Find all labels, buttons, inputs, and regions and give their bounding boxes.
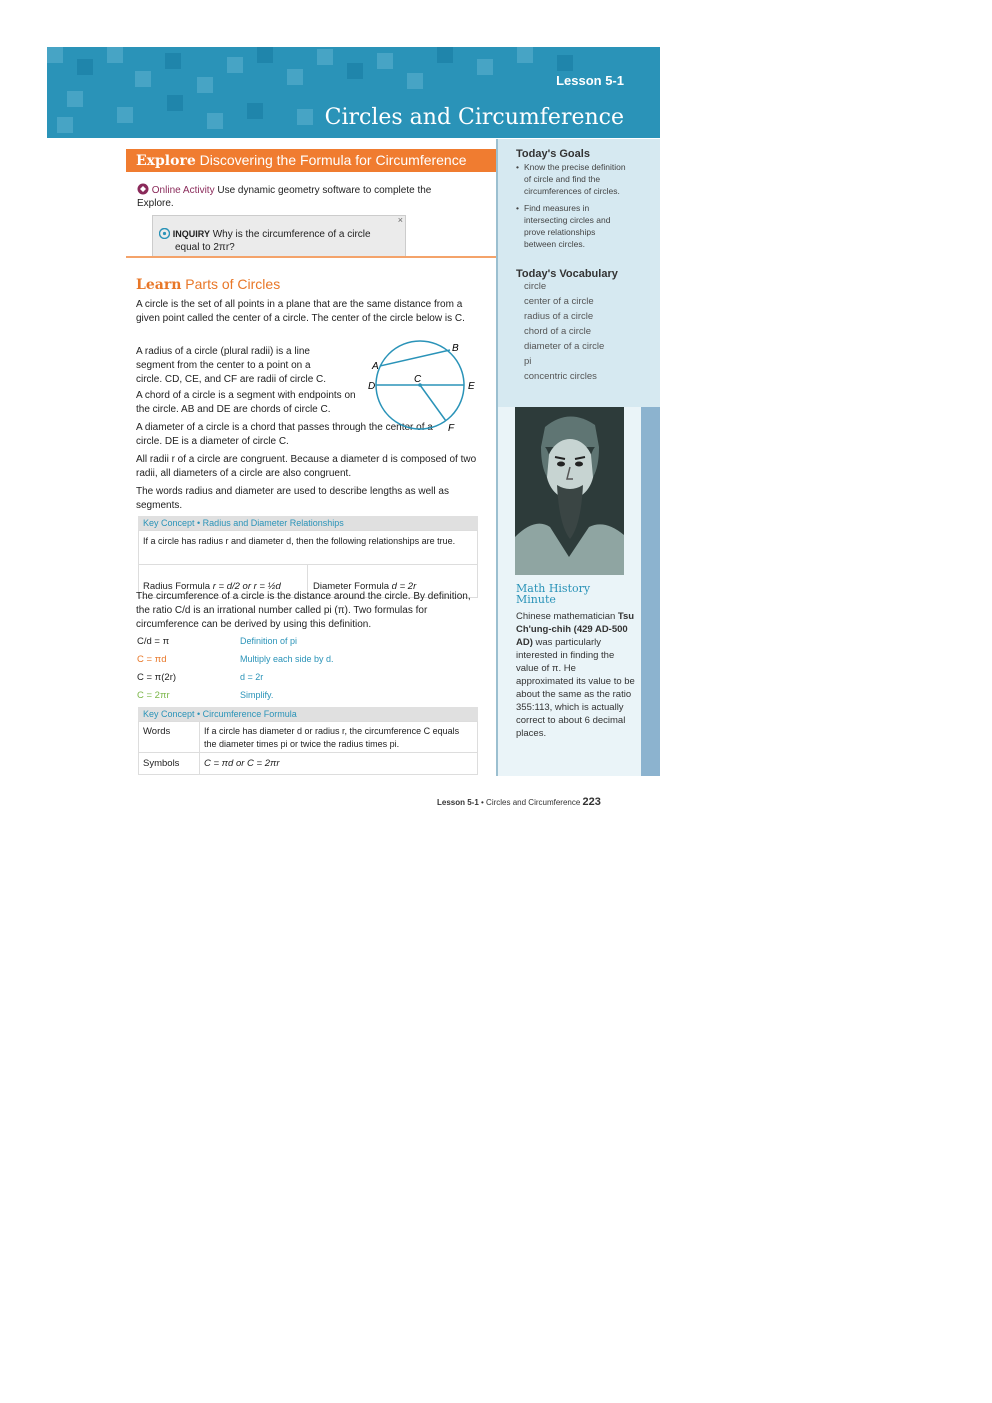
derivation-step [137, 672, 467, 690]
radius-formula-label: Radius Formula [143, 581, 211, 592]
diameter-definition: A diameter of a circle is a chord that passes through the center of a circle. DE is a diameter of circle C. [136, 422, 433, 447]
explore-title: Discovering the Formula for Circumference [199, 152, 467, 168]
circumference-definition: The circumference of a circle is the distance around the circle. By definition, the ratio C/d is an irrational number called pi (π). Two formulas for circumference can be derived by using this definition. [136, 591, 471, 630]
vocab-item[interactable]: concentric circles [524, 371, 597, 382]
radius-cf [420, 385, 446, 421]
portrait-image [515, 407, 624, 575]
vocab-item[interactable]: center of a circle [524, 296, 594, 307]
close-icon[interactable]: × [397, 215, 403, 225]
key-concept-heading: Key Concept • Circumference Formula [138, 707, 478, 721]
vocab-item[interactable]: radius of a circle [524, 311, 594, 322]
online-activity-icon [137, 183, 149, 195]
radius-formula-expression: r = d/2 or r = ½d [212, 581, 281, 592]
vocab-title: Today's Vocabulary [516, 268, 618, 280]
key-concept-heading: Key Concept • Radius and Diameter Relationships [138, 516, 478, 530]
label-f: F [448, 423, 455, 434]
radius-definition: A radius of a circle (plural radii) is a line segment from the center to a point on a circle. CD, CE, and CF are radii of circle C. [136, 346, 327, 385]
symbols-label: Symbols [143, 758, 180, 769]
online-activity-label[interactable]: Online Activity [151, 185, 215, 196]
lesson-header-banner [47, 47, 660, 138]
vocab-list [524, 281, 604, 386]
footer-lesson: Lesson 5-1 [437, 798, 479, 807]
page-footer: Lesson 5-1 • Circles and Circumference 223 [437, 796, 601, 808]
vocab-item[interactable]: chord of a circle [524, 326, 592, 337]
goals-title: Today's Goals [516, 148, 590, 160]
step-equation: C = πd [137, 654, 167, 665]
inquiry-icon [159, 228, 170, 239]
diameter-formula-label: Diameter Formula [313, 581, 390, 592]
words-label: Words [143, 726, 171, 737]
step-equation: C = 2πr [137, 690, 170, 701]
lesson-number: Lesson 5-1 [556, 73, 624, 88]
label-c: C [414, 374, 422, 385]
sidebar-goals-vocab [498, 139, 660, 407]
step-reason: Definition of pi [240, 636, 298, 646]
key-concept-circumference [138, 707, 478, 775]
goal-item: • Know the precise definition of circle and find the circumferences of circles. [516, 162, 626, 196]
math-history-text: Chinese mathematician Tsu Ch'ung-chih (429 AD-500 AD) was particularly interested in finding the value of π. He approximated its value to be about the same as the ratio 355:113, which is actually correct to about 6 decimal places. [516, 611, 635, 739]
math-history-title: Math History Minute [516, 582, 591, 606]
derivation-step [137, 654, 467, 672]
learn-title: Parts of Circles [185, 276, 281, 292]
label-a: A [372, 361, 379, 372]
derivation-step [137, 636, 467, 654]
inquiry-text-2: equal to 2πr? [175, 242, 235, 253]
step-equation: C = π(2r) [137, 672, 177, 683]
page-number: 223 [582, 796, 601, 808]
radii-congruent-text: All radii r of a circle are congruent. Because a diameter d is composed of two radii, all diameters of a circle are also congruent. [136, 454, 477, 479]
inquiry-text-1: Why is the circumference of a circle [212, 229, 371, 240]
step-reason: d = 2r [240, 672, 264, 682]
mathematician-name: Tsu Ch'ung-chih (429 AD-500 AD) [516, 611, 635, 648]
words-text: If a circle has diameter d or radius r, the circumference C equals the diameter times pi or twice the radius times pi. [204, 726, 460, 749]
inquiry-box[interactable] [152, 215, 406, 257]
vocab-item[interactable]: diameter of a circle [524, 341, 605, 352]
key-concept-radius-diameter [138, 516, 478, 598]
key-concept-text: If a circle has radius r and diameter d, then the following relationships are true. [143, 536, 456, 546]
explore-word: Explore [136, 153, 196, 169]
derivation-step [137, 690, 467, 708]
sidebar-stripe [641, 407, 660, 776]
label-d: D [368, 381, 376, 392]
learn-word: Learn [136, 277, 182, 293]
online-activity[interactable] [137, 183, 467, 210]
step-equation: C/d = π [137, 636, 170, 647]
explore-heading [126, 149, 496, 172]
step-reason: Simplify. [240, 690, 274, 700]
step-reason: Multiply each side by d. [240, 654, 334, 664]
diameter-formula-expression: d = 2r [391, 581, 417, 592]
vocab-item[interactable]: circle [524, 281, 547, 292]
learn-heading [136, 276, 280, 293]
circumference-derivation [137, 636, 467, 708]
symbols-text: C = πd or C = 2πr [204, 758, 280, 769]
radius-diameter-words: The words radius and diameter are used to describe lengths as well as segments. [136, 486, 449, 511]
circle-definition: A circle is the set of all points in a plane that are the same distance from a given point called the center of a circle. The center of the circle below is C. [136, 299, 465, 324]
inquiry-label: INQUIRY [172, 229, 210, 239]
goals-list [516, 161, 628, 250]
chord-definition: A chord of a circle is a segment with endpoints on the circle. AB and DE are chords of circle C. [136, 390, 356, 415]
goal-item: • Find measures in intersecting circles and prove relationships between circles. [516, 203, 611, 249]
label-b: B [452, 343, 459, 354]
footer-title: Circles and Circumference [486, 798, 581, 807]
online-activity-text: Use dynamic geometry software to complete the Explore. [137, 185, 432, 209]
vocab-item[interactable]: pi [524, 356, 532, 367]
page-title: Circles and Circumference [324, 105, 624, 130]
label-e: E [468, 381, 475, 392]
circle-diagram [366, 338, 486, 436]
explore-divider [126, 256, 497, 258]
